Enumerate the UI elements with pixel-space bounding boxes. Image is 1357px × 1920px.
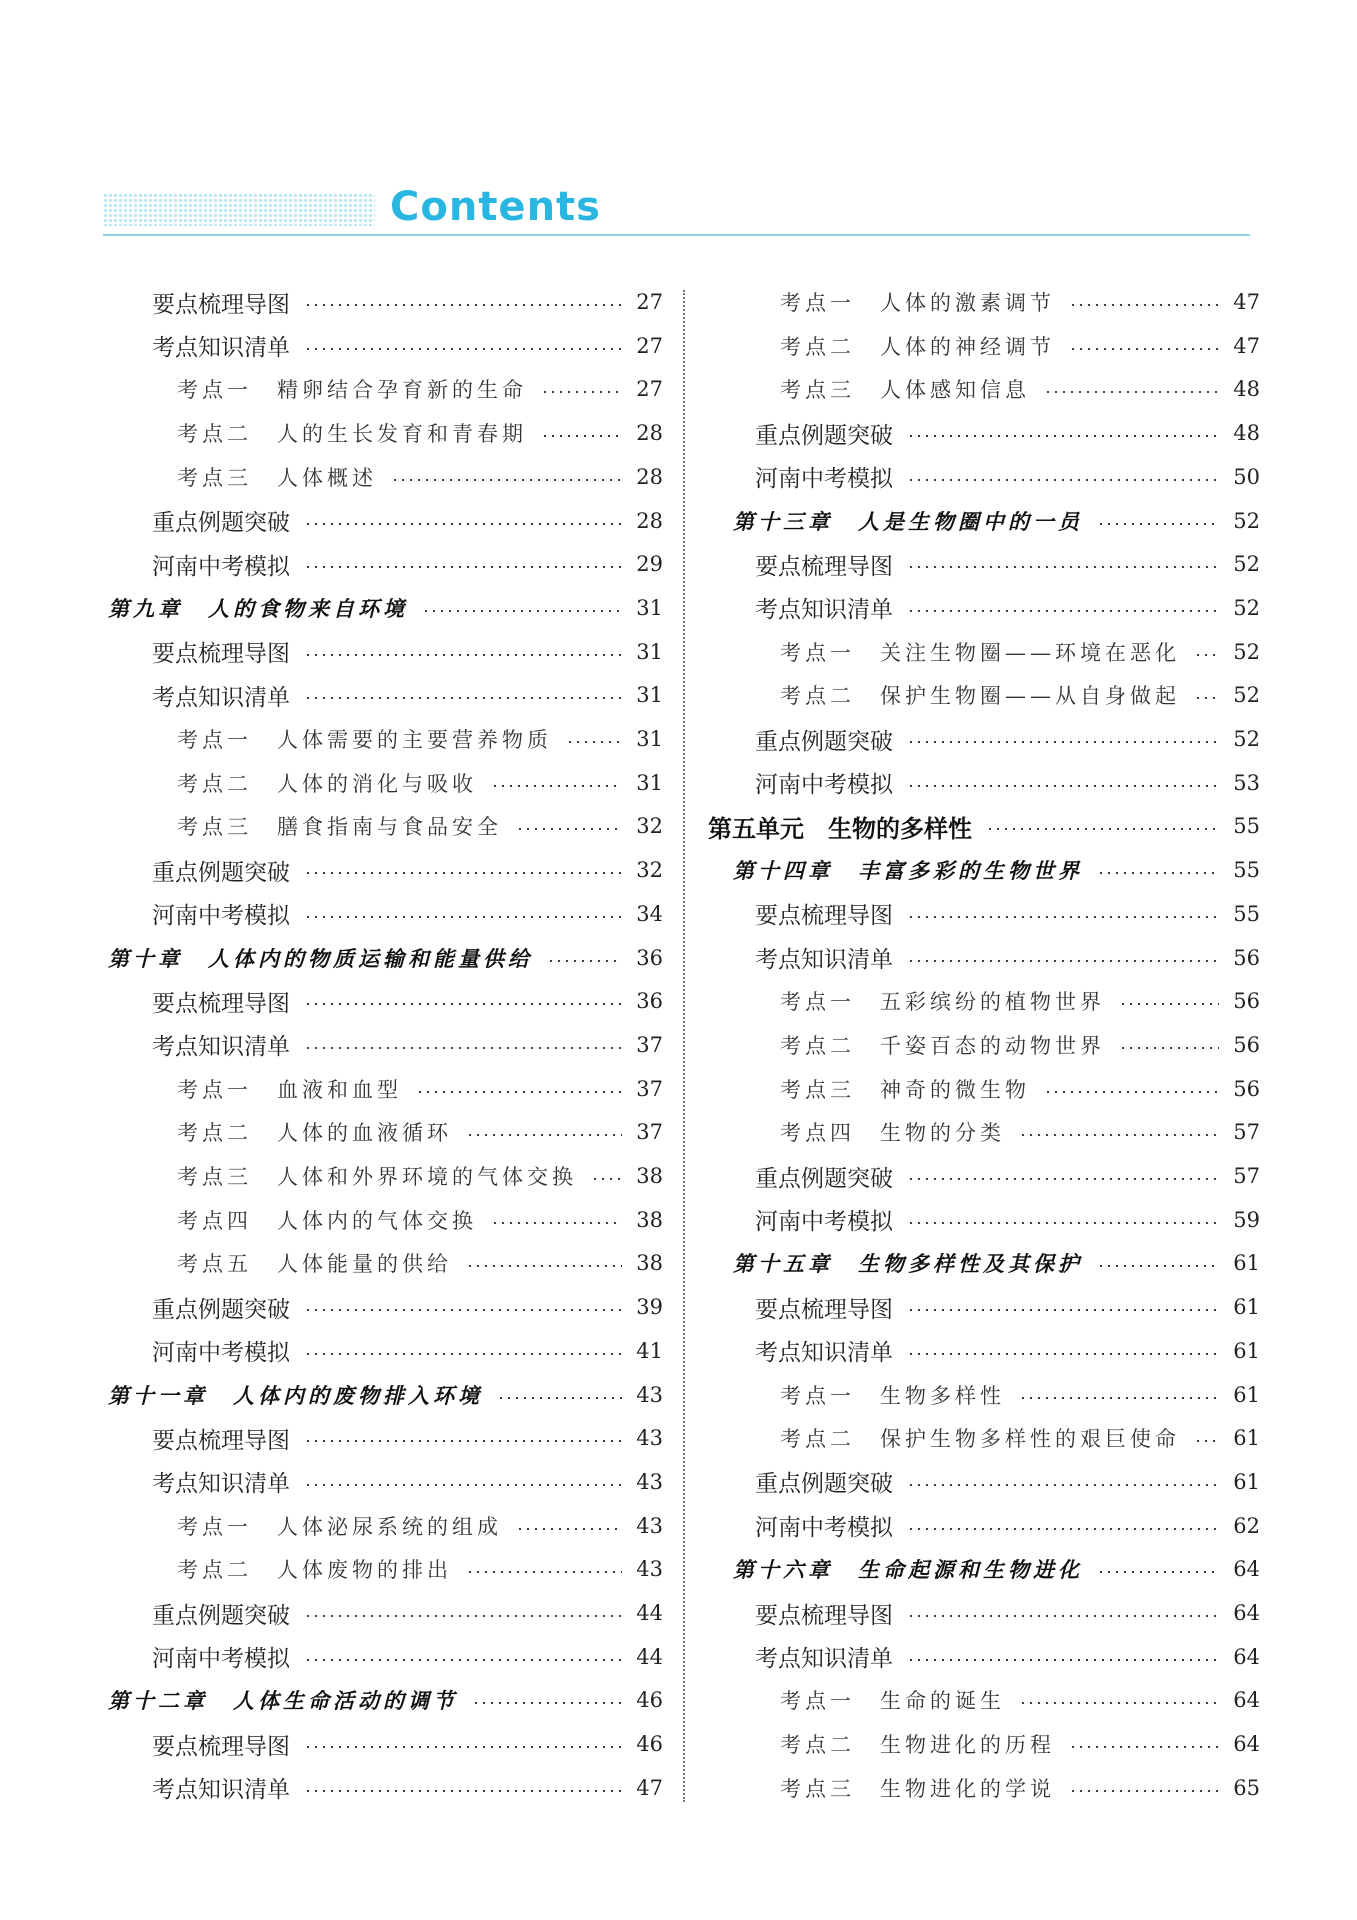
dot-leader [1097,1265,1219,1267]
toc-entry[interactable] [152,1025,663,1065]
toc-entry-label: 要点梳理导图 [755,1602,893,1629]
dot-leader [466,1134,622,1136]
toc-page-number: 37 [636,1032,663,1057]
toc-entry-label: 河南中考模拟 [755,466,893,493]
dot-leader [1097,1571,1219,1573]
toc-entry-label: 考点知识清单 [755,1646,893,1673]
toc-page-number: 43 [636,1426,663,1451]
toc-entry-label: 第十二章 人体生命活动的调节 [108,1688,458,1714]
toc-entry-label: 要点梳理导图 [152,641,290,668]
toc-page-number: 47 [1233,290,1260,314]
toc-page-number: 65 [1233,1775,1260,1800]
toc-subentry[interactable] [177,369,663,409]
toc-subentry[interactable] [177,719,663,759]
dot-leader [1019,1134,1219,1136]
toc-chapter-entry[interactable] [108,1680,663,1720]
dot-leader [907,1222,1219,1224]
dot-leader [491,785,622,787]
toc-page-number: 57 [1233,1120,1260,1145]
toc-page-number: 55 [1233,901,1260,926]
toc-entry-label: 考点一 精卵结合孕育新的生命 [177,378,527,403]
dot-leader [472,1702,622,1704]
toc-page-number: 38 [636,1251,663,1276]
dot-leader [1044,1091,1219,1093]
toc-page-number: 29 [636,552,663,577]
toc-page-number: 61 [1233,1338,1260,1363]
toc-entry-label: 考点知识清单 [152,1471,290,1498]
toc-entry-label: 重点例题突破 [755,1471,893,1498]
toc-subentry[interactable] [780,326,1260,366]
dot-leader [1069,348,1219,350]
toc-entry[interactable] [755,763,1260,803]
dot-leader [304,654,622,656]
toc-page-number: 52 [1233,595,1260,620]
dot-leader [304,1003,622,1005]
dot-leader [1194,1440,1219,1442]
toc-entry-label: 重点例题突破 [755,422,893,449]
toc-entry[interactable] [755,1287,1260,1327]
toc-entry-label: 考点知识清单 [152,1034,290,1061]
dot-leader [907,1178,1219,1180]
toc-entry[interactable] [152,1462,663,1502]
toc-entry[interactable] [755,413,1260,453]
toc-entry-label: 第五单元 生物的多样性 [708,814,972,843]
toc-subentry[interactable] [780,1418,1260,1458]
toc-entry-label: 第十六章 生命起源和生物进化 [733,1557,1083,1583]
toc-page-number: 52 [1233,683,1260,708]
toc-page-number: 64 [1233,1732,1260,1757]
toc-entry[interactable] [755,457,1260,497]
toc-entry-label: 要点梳理导图 [755,1296,893,1323]
toc-entry[interactable] [152,1768,663,1808]
dot-leader [497,1397,622,1399]
toc-page-number: 38 [636,1164,663,1188]
toc-subentry[interactable] [177,1112,663,1152]
toc-subentry[interactable] [177,806,663,846]
toc-page-number: 39 [636,1295,663,1320]
toc-entry[interactable] [152,1418,663,1458]
dot-leader [907,1659,1219,1661]
toc-page-number: 38 [636,1207,663,1232]
dot-leader [304,916,622,918]
toc-chapter-entry[interactable] [733,501,1260,541]
dot-leader [1119,1003,1219,1005]
toc-entry[interactable] [755,1462,1260,1502]
toc-subentry[interactable] [780,1768,1260,1808]
toc-chapter-entry[interactable] [733,1243,1260,1283]
toc-entry-label: 第十五章 生物多样性及其保护 [733,1251,1083,1277]
toc-entry[interactable] [755,1331,1260,1371]
toc-entry[interactable] [152,544,663,584]
toc-entry-label: 考点二 保护生物圈——从自身做起 [780,684,1180,709]
toc-page-number: 50 [1233,464,1260,489]
toc-page-number: 52 [1233,639,1260,664]
dot-leader [304,1746,622,1748]
dot-leader [591,1178,622,1180]
toc-page-number: 55 [1233,814,1260,839]
toc-subentry[interactable] [780,981,1260,1021]
toc-page-number: 41 [636,1338,663,1363]
toc-page-number: 43 [636,1469,663,1494]
dot-leader [907,479,1219,481]
toc-page-number: 64 [1233,1601,1260,1625]
toc-entry-label: 考点三 神奇的微生物 [780,1077,1030,1102]
toc-subentry[interactable] [177,763,663,803]
dot-leader [422,610,622,612]
dot-leader [1097,523,1219,525]
toc-entry-label: 重点例题突破 [755,1165,893,1192]
toc-chapter-entry[interactable] [733,850,1260,890]
dot-leader [304,1353,622,1355]
toc-page-number: 47 [1233,333,1260,358]
toc-entry-label: 第十一章 人体内的废物排入环境 [108,1382,483,1408]
dot-leader [547,960,622,962]
dot-leader [416,1091,622,1093]
toc-entry-label: 考点一 五彩缤纷的植物世界 [780,990,1105,1015]
toc-entry-label: 考点二 人体的神经调节 [780,334,1055,359]
toc-entry-label: 考点一 人体需要的主要营养物质 [177,728,552,752]
toc-page-number: 44 [636,1601,663,1625]
toc-page-number: 34 [636,901,663,926]
toc-entry-label: 重点例题突破 [755,728,893,755]
toc-entry[interactable] [755,1637,1260,1677]
dot-leader [907,566,1219,568]
dot-leader [1069,1746,1219,1748]
toc-subentry[interactable] [780,1724,1260,1764]
toc-page-number: 47 [636,1775,663,1800]
dot-leader [391,479,622,481]
toc-entry-label: 考点知识清单 [152,684,290,711]
toc-entry[interactable] [152,501,663,541]
dot-leader [466,1571,622,1573]
toc-entry[interactable] [152,675,663,715]
toc-subentry[interactable] [780,1069,1260,1109]
toc-page-number: 27 [636,333,663,358]
toc-unit-entry[interactable] [708,806,1260,846]
toc-page-number: 55 [1233,858,1260,883]
toc-chapter-entry[interactable] [108,588,663,628]
dot-leader [516,828,622,830]
toc-entry-label: 考点一 生命的诞生 [780,1689,1005,1714]
toc-entry[interactable] [755,588,1260,628]
toc-entry-label: 考点知识清单 [755,947,893,973]
toc-entry-label: 考点二 人体的血液循环 [177,1121,452,1146]
toc-entry[interactable] [152,1593,663,1633]
toc-entry-label: 考点二 人体的消化与吸收 [177,771,477,796]
toc-subentry[interactable] [780,632,1260,672]
toc-page-number: 57 [1233,1164,1260,1188]
toc-page-number: 37 [636,1120,663,1145]
dot-leader [304,348,622,350]
toc-entry-label: 要点梳理导图 [152,990,290,1017]
dot-leader [304,1484,622,1486]
toc-page-number: 48 [1233,421,1260,446]
toc-page-number: 32 [636,858,663,883]
dot-leader [907,1528,1219,1530]
contents-header [0,0,1357,240]
toc-page-number: 61 [1233,1251,1260,1276]
toc-entry-label: 考点知识清单 [152,335,290,362]
toc-subentry[interactable] [177,1549,663,1589]
toc-entry[interactable] [755,1506,1260,1546]
dot-leader [1097,872,1219,874]
toc-entry-label: 重点例题突破 [152,510,290,536]
toc-entry[interactable] [755,938,1260,978]
toc-page-number: 52 [1233,508,1260,533]
toc-subentry[interactable] [780,1112,1260,1152]
dot-leader [907,1615,1219,1617]
toc-entry-label: 河南中考模拟 [152,1646,290,1673]
toc-page-number: 43 [636,1513,663,1538]
dot-leader [907,1309,1219,1311]
toc-entry-label: 考点三 人体感知信息 [780,378,1030,403]
dot-leader [304,523,622,525]
toc-entry[interactable] [152,282,663,322]
toc-entry-label: 要点梳理导图 [755,903,893,930]
toc-entry-label: 河南中考模拟 [755,1515,893,1542]
toc-chapter-entry[interactable] [108,938,663,978]
toc-page-number: 46 [636,1688,663,1713]
toc-entry-label: 考点二 保护生物多样性的艰巨使命 [780,1427,1180,1452]
dot-leader [304,1790,622,1792]
toc-page-number: 61 [1233,1469,1260,1494]
toc-entry-label: 考点一 关注生物圈——环境在恶化 [780,640,1180,665]
toc-subentry[interactable] [177,1069,663,1109]
toc-page-number: 31 [636,727,663,751]
toc-entry-label: 第九章 人的食物来自环境 [108,595,408,621]
dot-leader [304,1615,622,1617]
dot-leader [491,1222,622,1224]
toc-page-number: 53 [1233,770,1260,795]
toc-entry-label: 考点四 人体内的气体交换 [177,1208,477,1233]
toc-entry-label: 考点二 人的生长发育和青春期 [177,422,527,447]
toc-page-number: 56 [1233,1076,1260,1101]
dot-leader [907,1484,1219,1486]
toc-entry-label: 考点知识清单 [152,1777,290,1804]
toc-entry-label: 河南中考模拟 [152,903,290,930]
toc-page-number: 44 [636,1644,663,1669]
dot-leader [516,1528,622,1530]
toc-entry-label: 要点梳理导图 [152,1427,290,1454]
toc-entry-label: 第十四章 丰富多彩的生物世界 [733,858,1083,884]
toc-entry-label: 考点三 膳食指南与食品安全 [177,815,502,840]
toc-entry[interactable] [755,1200,1260,1240]
toc-page-number: 43 [636,1382,663,1407]
toc-entry-label: 重点例题突破 [152,1602,290,1629]
toc-page-number: 27 [636,290,663,314]
dot-leader [466,1265,622,1267]
toc-page-number: 31 [636,595,663,620]
toc-page-number: 48 [1233,377,1260,402]
toc-entry[interactable] [755,1593,1260,1633]
dot-leader [907,1353,1219,1355]
dot-leader [1069,304,1219,306]
toc-subentry[interactable] [780,1680,1260,1720]
toc-page-number: 56 [1233,989,1260,1014]
toc-subentry[interactable] [177,1156,663,1196]
dot-leader [1194,697,1219,699]
toc-entry[interactable] [152,1724,663,1764]
header-rule [103,234,1250,236]
toc-page-number: 52 [1233,552,1260,577]
toc-entry[interactable] [152,1331,663,1371]
toc-chapter-entry[interactable] [108,1375,663,1415]
toc-page-number: 56 [1233,1032,1260,1057]
toc-subentry[interactable] [177,413,663,453]
dot-leader [304,872,622,874]
dot-leader [304,1309,622,1311]
toc-entry[interactable] [755,1156,1260,1196]
toc-page-number: 61 [1233,1295,1260,1320]
toc-entry-label: 考点知识清单 [755,597,893,624]
toc-entry-label: 要点梳理导图 [152,291,290,318]
dot-leader [1194,654,1219,656]
dot-leader [304,1659,622,1661]
toc-entry-label: 河南中考模拟 [152,553,290,580]
toc-entry-label: 重点例题突破 [152,1296,290,1323]
dot-leader [1119,1047,1219,1049]
toc-page-number: 59 [1233,1207,1260,1232]
toc-entry-label: 要点梳理导图 [755,553,893,580]
dot-leader [1019,1397,1219,1399]
toc-entry[interactable] [152,894,663,934]
toc-page-number: 36 [636,945,663,970]
toc-page-number: 64 [1233,1644,1260,1669]
toc-subentry[interactable] [780,282,1260,322]
toc-entry[interactable] [152,326,663,366]
toc-entry-label: 河南中考模拟 [152,1340,290,1367]
toc-entry-label: 考点二 人体废物的排出 [177,1558,452,1583]
toc-page-number: 46 [636,1732,663,1757]
dot-leader [566,741,622,743]
toc-entry[interactable] [152,632,663,672]
dot-leader [1044,391,1219,393]
toc-page-number: 64 [1233,1557,1260,1582]
toc-page-number: 31 [636,770,663,795]
dot-leader [304,566,622,568]
dot-leader [1069,1790,1219,1792]
toc-page-number: 32 [636,814,663,839]
dot-leader [907,610,1219,612]
toc-entry-label: 河南中考模拟 [755,772,893,799]
toc-page-number: 28 [636,508,663,533]
toc-page-number: 64 [1233,1688,1260,1713]
dot-leader [907,435,1219,437]
toc-chapter-entry[interactable] [733,1549,1260,1589]
dot-leader [907,785,1219,787]
toc-page-number: 52 [1233,727,1260,751]
toc-entry-label: 考点三 人体和外界环境的气体交换 [177,1165,577,1189]
page-title: Contents [390,184,601,230]
toc-subentry[interactable] [177,1200,663,1240]
toc-page-number: 61 [1233,1382,1260,1407]
dot-leader [541,435,622,437]
toc-entry[interactable] [755,544,1260,584]
toc-entry[interactable] [755,719,1260,759]
dot-leader [541,391,622,393]
toc-subentry[interactable] [780,1375,1260,1415]
toc-entry-label: 考点知识清单 [755,1340,893,1367]
dot-leader [907,960,1219,962]
toc-entry-label: 考点一 人体泌尿系统的组成 [177,1514,502,1539]
toc-entry-label: 考点一 血液和血型 [177,1077,402,1102]
toc-subentry[interactable] [177,1243,663,1283]
dot-leader [304,697,622,699]
toc-page-number: 28 [636,421,663,446]
toc-page-number: 28 [636,464,663,489]
dot-leader [304,304,622,306]
toc-subentry[interactable] [177,1506,663,1546]
dot-leader [304,1440,622,1442]
dot-leader [304,1047,622,1049]
dot-pattern-decoration [103,193,375,226]
toc-entry-label: 考点一 生物多样性 [780,1383,1005,1408]
toc-entry-label: 考点二 千姿百态的动物世界 [780,1033,1105,1058]
toc-page-number: 43 [636,1557,663,1582]
dot-leader [907,916,1219,918]
toc-page-number: 62 [1233,1513,1260,1538]
toc-subentry[interactable] [177,457,663,497]
toc-entry-label: 考点三 生物进化的学说 [780,1776,1055,1801]
toc-subentry[interactable] [780,369,1260,409]
toc-entry-label: 考点三 人体概述 [177,465,377,490]
column-divider [683,290,685,1802]
toc-entry[interactable] [755,894,1260,934]
toc-subentry[interactable] [780,1025,1260,1065]
toc-entry[interactable] [152,1287,663,1327]
dot-leader [1019,1702,1219,1704]
dot-leader [986,828,1219,830]
toc-page-number: 37 [636,1076,663,1101]
toc-entry-label: 重点例题突破 [152,859,290,886]
toc-page-number: 27 [636,377,663,402]
toc-entry[interactable] [152,1637,663,1677]
toc-page-number: 36 [636,989,663,1014]
dot-leader [907,741,1219,743]
toc-page-number: 61 [1233,1426,1260,1451]
toc-page-number: 56 [1233,945,1260,970]
toc-entry-label: 考点一 人体的激素调节 [780,291,1055,315]
toc-entry-label: 考点五 人体能量的供给 [177,1252,452,1277]
toc-page-number: 31 [636,683,663,708]
toc-entry-label: 考点二 生物进化的历程 [780,1733,1055,1758]
toc-page-number: 31 [636,639,663,664]
toc-entry[interactable] [152,981,663,1021]
toc-entry-label: 第十三章 人是生物圈中的一员 [733,508,1083,534]
toc-entry-label: 河南中考模拟 [755,1209,893,1236]
toc-subentry[interactable] [780,675,1260,715]
toc-entry-label: 要点梳理导图 [152,1733,290,1760]
toc-entry-label: 第十章 人体内的物质运输和能量供给 [108,945,533,971]
toc-entry-label: 考点四 生物的分类 [780,1121,1005,1146]
toc-entry[interactable] [152,850,663,890]
